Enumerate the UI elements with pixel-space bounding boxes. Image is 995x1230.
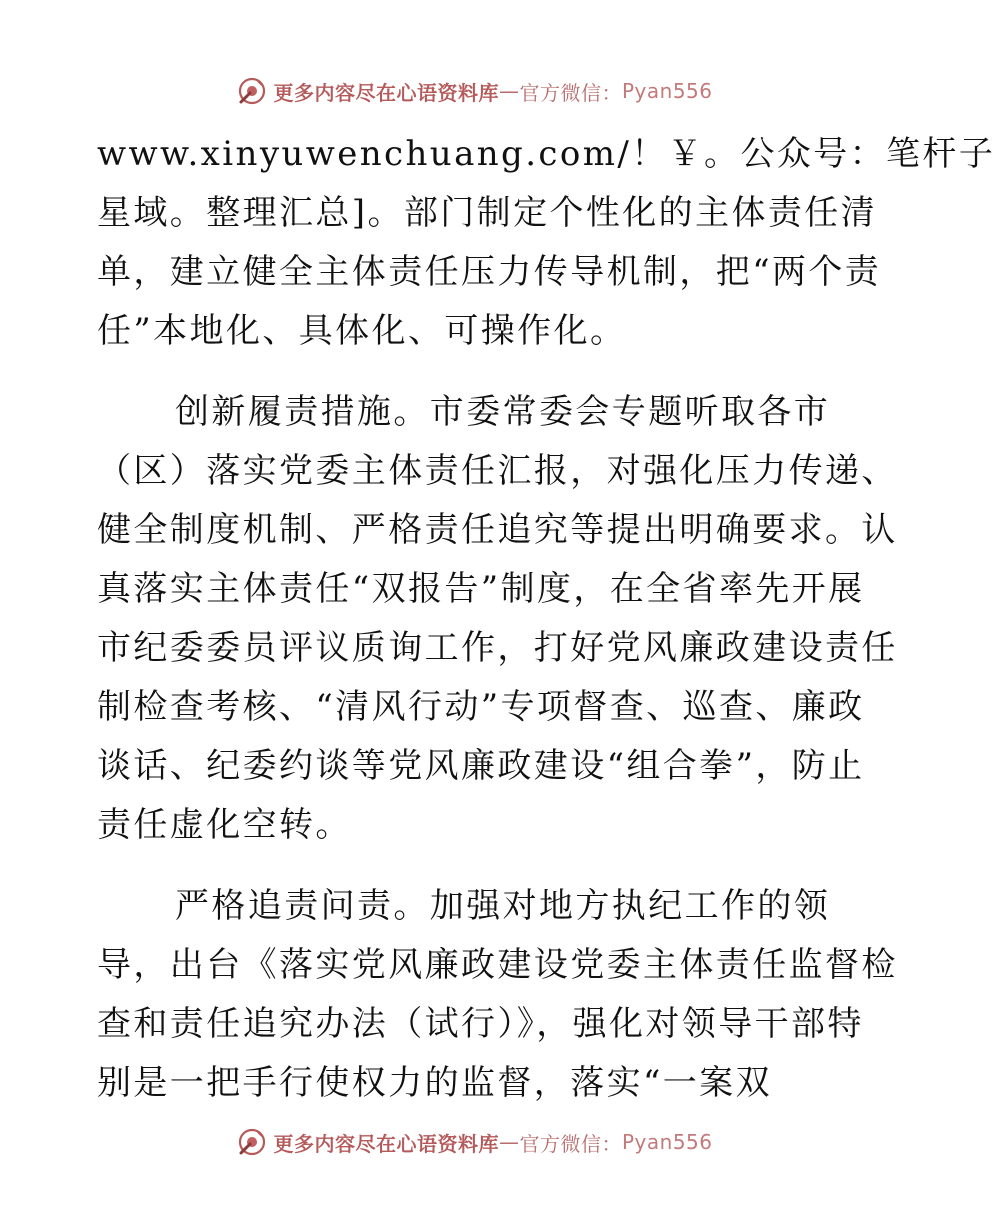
text-line: 责任虚化空转。 [97, 805, 352, 845]
text-line: 严格追责问责。加强对地方执纪工作的领 [175, 886, 831, 926]
watermark-wechat-id: Pyan556 [621, 1130, 713, 1154]
document-body [97, 125, 995, 1113]
paragraph-2 [97, 383, 898, 855]
paragraph-1 [97, 125, 995, 361]
text-line: www.xinyuwenchuang.com/！￥。公众号：笔杆子 [97, 134, 995, 174]
watermark-dash: — [498, 1130, 520, 1154]
text-line: 查和责任追究办法（试行）》，强化对领导干部特 [97, 1004, 864, 1044]
text-line: 星域。整理汇总]。部门制定个性化的主体责任清 [97, 193, 878, 233]
text-line: 创新履责措施。市委常委会专题听取各市 [175, 392, 831, 432]
paragraph-3 [97, 877, 898, 1113]
watermark-sub-text: 官方微信： [519, 80, 622, 105]
text-line: 谈话、纪委约谈等党风廉政建设“组合拳”，防止 [97, 746, 865, 786]
watermark-main-text: 更多内容尽在心语资料库 [273, 80, 499, 105]
pen-logo-icon [237, 1127, 267, 1157]
text-line: （区）落实党委主体责任汇报，对强化压力传递、 [97, 451, 898, 491]
watermark-wechat-id: Pyan556 [621, 79, 713, 103]
header-watermark [0, 76, 950, 106]
text-line: 健全制度机制、严格责任追究等提出明确要求。认 [97, 510, 898, 550]
watermark-sub-text: 官方微信： [519, 1131, 622, 1156]
text-line: 制检查考核、“清风行动”专项督查、巡查、廉政 [97, 687, 865, 727]
text-line: 任”本地化、具体化、可操作化。 [97, 311, 627, 351]
text-line: 导，出台《落实党风廉政建设党委主体责任监督检 [97, 945, 898, 985]
text-line: 别是一把手行使权力的监督，落实“一案双 [97, 1063, 772, 1103]
watermark-dash: — [498, 79, 520, 103]
text-line: 真落实主体责任“双报告”制度，在全省率先开展 [97, 569, 865, 609]
footer-watermark [0, 1127, 950, 1157]
watermark-main-text: 更多内容尽在心语资料库 [273, 1131, 499, 1156]
pen-logo-icon [237, 76, 267, 106]
text-line: 单，建立健全主体责任压力传导机制，把“两个责 [97, 252, 882, 292]
text-line: 市纪委委员评议质询工作，打好党风廉政建设责任 [97, 628, 898, 668]
